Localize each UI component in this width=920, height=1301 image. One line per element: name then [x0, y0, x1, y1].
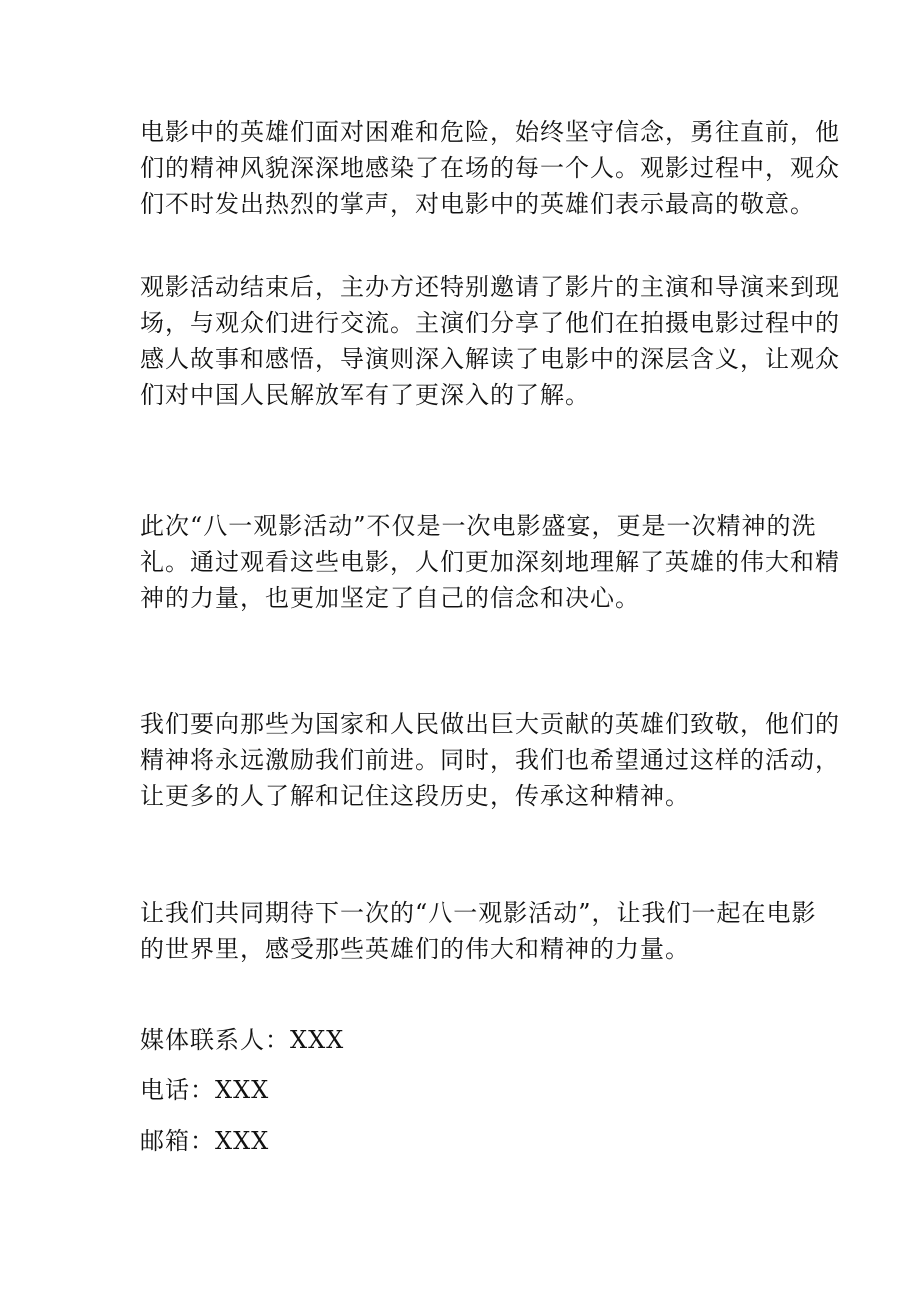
paragraph-baptism	[140, 508, 840, 616]
paragraph-closing	[140, 895, 817, 967]
paragraph-tribute	[140, 706, 840, 814]
paragraph-line: 我们要向那些为国家和人民做出巨大贡献的英雄们致敬，他们的	[140, 710, 840, 738]
paragraph-exchange	[140, 269, 840, 413]
paragraph-heroes	[140, 114, 840, 222]
paragraph-line: 感人故事和感悟，导演则深入解读了电影中的深层含义，让观众	[140, 345, 840, 373]
media-contact: 媒体联系人：XXX	[140, 1026, 345, 1054]
paragraph-line: 电影中的英雄们面对困难和危险，始终坚守信念，勇往直前，他	[140, 118, 840, 146]
paragraph-line: 礼。通过观看这些电影，人们更加深刻地理解了英雄的伟大和精	[140, 548, 840, 576]
paragraph-line: 们的精神风貌深深地感染了在场的每一个人。观影过程中，观众	[140, 154, 840, 182]
paragraph-line: 让我们共同期待下一次的“八一观影活动”，让我们一起在电影	[140, 899, 817, 927]
paragraph-line: 们对中国人民解放军有了更深入的了解。	[140, 381, 590, 409]
paragraph-line: 让更多的人了解和记住这段历史，传承这种精神。	[140, 782, 690, 810]
paragraph-line: 场，与观众们进行交流。主演们分享了他们在拍摄电影过程中的	[140, 309, 840, 337]
paragraph-line: 观影活动结束后，主办方还特别邀请了影片的主演和导演来到现	[140, 273, 840, 301]
email-contact: 邮箱：XXX	[140, 1127, 270, 1155]
paragraph-line: 精神将永远激励我们前进。同时，我们也希望通过这样的活动，	[140, 746, 840, 774]
paragraph-line: 神的力量，也更加坚定了自己的信念和决心。	[140, 584, 640, 612]
paragraph-line: 的世界里，感受那些英雄们的伟大和精神的力量。	[140, 935, 690, 963]
phone-contact: 电话：XXX	[140, 1076, 270, 1104]
paragraph-line: 们不时发出热烈的掌声，对电影中的英雄们表示最高的敬意。	[140, 190, 815, 218]
paragraph-line: 此次“八一观影活动”不仅是一次电影盛宴，更是一次精神的洗	[140, 512, 817, 540]
